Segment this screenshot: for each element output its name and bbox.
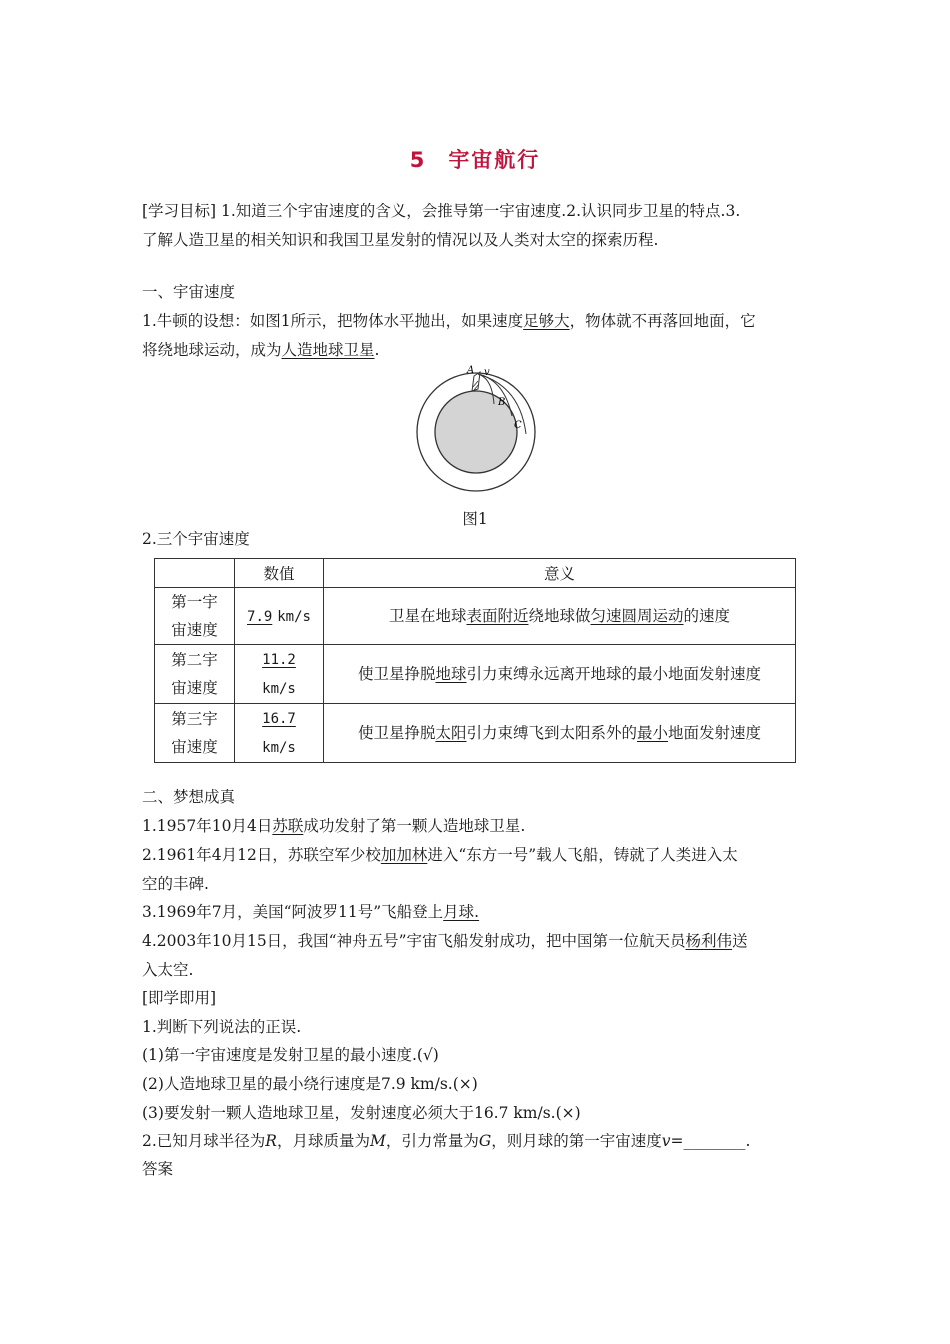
velocity-value-cell: 16.7 km/s (235, 704, 324, 763)
section-1-item-1-line-2: 将绕地球运动，成为人造地球卫星. (142, 341, 380, 359)
velocity-value-cell: 11.2 km/s (235, 645, 324, 704)
velocity-meaning-cell: 使卫星挣脱太阳引力束缚飞到太阳系外的最小地面发射速度 (324, 704, 796, 763)
label-a: A (467, 365, 475, 376)
section-1-item-2: 2.三个宇宙速度 (142, 530, 250, 548)
objectives-line-1: [学习目标] 1.知道三个宇宙速度的含义，会推导第一宇宙速度.2.认识同步卫星的特点.3. (142, 202, 741, 220)
title-number: 5 (409, 148, 427, 172)
velocity-meaning-cell: 使卫星挣脱地球引力束缚永远离开地球的最小地面发射速度 (324, 645, 796, 704)
table-header-row (155, 559, 796, 588)
table-row (155, 588, 796, 645)
table-row (155, 704, 796, 763)
answer-label: 答案 (142, 1160, 174, 1178)
event-2-line-2: 空的丰碑. (142, 875, 209, 893)
label-b: B (498, 397, 506, 408)
question-1-a: (1)第一宇宙速度是发射卫星的最小速度.(√) (142, 1046, 439, 1064)
section-1-item-1-line-1: 1.牛顿的设想：如图1所示，把物体水平抛出，如果速度足够大，物体就不再落回地面，它 (142, 312, 756, 330)
event-3: 3.1969年7月，美国“阿波罗11号”飞船登上月球. (142, 903, 480, 921)
question-1-c: (3)要发射一颗人造地球卫星，发射速度必须大于16.7 km/s.(×) (142, 1104, 581, 1122)
velocity-value-cell: 7.9 km/s (235, 588, 324, 645)
practice-heading: [即学即用] (142, 989, 217, 1007)
figure-caption: 图1 (462, 510, 488, 528)
event-4-line-2: 入太空. (142, 961, 194, 979)
velocity-name-cell: 第二宇 宙速度 (155, 645, 235, 704)
label-v: v (484, 367, 490, 378)
table-header-cell: 意义 (324, 559, 796, 588)
objectives-line-2: 了解人造卫星的相关知识和我国卫星发射的情况以及人类对太空的探索历程. (142, 231, 659, 249)
question-1: 1.判断下列说法的正误. (142, 1018, 302, 1036)
question-1-b: (2)人造地球卫星的最小绕行速度是7.9 km/s.(×) (142, 1075, 478, 1093)
section-2-heading: 二、梦想成真 (142, 788, 236, 806)
velocity-name-cell: 第一宇 宙速度 (155, 588, 235, 645)
label-c: C (514, 420, 522, 431)
question-2: 2.已知月球半径为R，月球质量为M，引力常量为G，则月球的第一宇宙速度v=________. (142, 1132, 751, 1150)
title-text: 宇宙航行 (448, 148, 541, 172)
newton-cannon-figure (414, 360, 538, 494)
event-4-line-1: 4.2003年10月15日，我国“神舟五号”宇宙飞船发射成功，把中国第一位航天员杨利伟送 (142, 932, 748, 950)
section-1-heading: 一、宇宙速度 (142, 283, 236, 301)
table-row (155, 645, 796, 704)
answer-blank: 人造地球卫星 (281, 341, 375, 359)
cosmic-velocity-table (154, 558, 796, 763)
answer-blank: 足够大 (523, 312, 570, 330)
page-title (0, 144, 950, 174)
event-1: 1.1957年10月4日苏联成功发射了第一颗人造地球卫星. (142, 817, 526, 835)
event-2-line-1: 2.1961年4月12日，苏联空军少校加加林进入“东方一号”载人飞船，铸就了人类进入太 (142, 846, 738, 864)
velocity-meaning-cell: 卫星在地球表面附近绕地球做匀速圆周运动的速度 (324, 588, 796, 645)
velocity-name-cell: 第三宇 宙速度 (155, 704, 235, 763)
table-header-cell (155, 559, 235, 588)
table-header-cell: 数值 (235, 559, 324, 588)
